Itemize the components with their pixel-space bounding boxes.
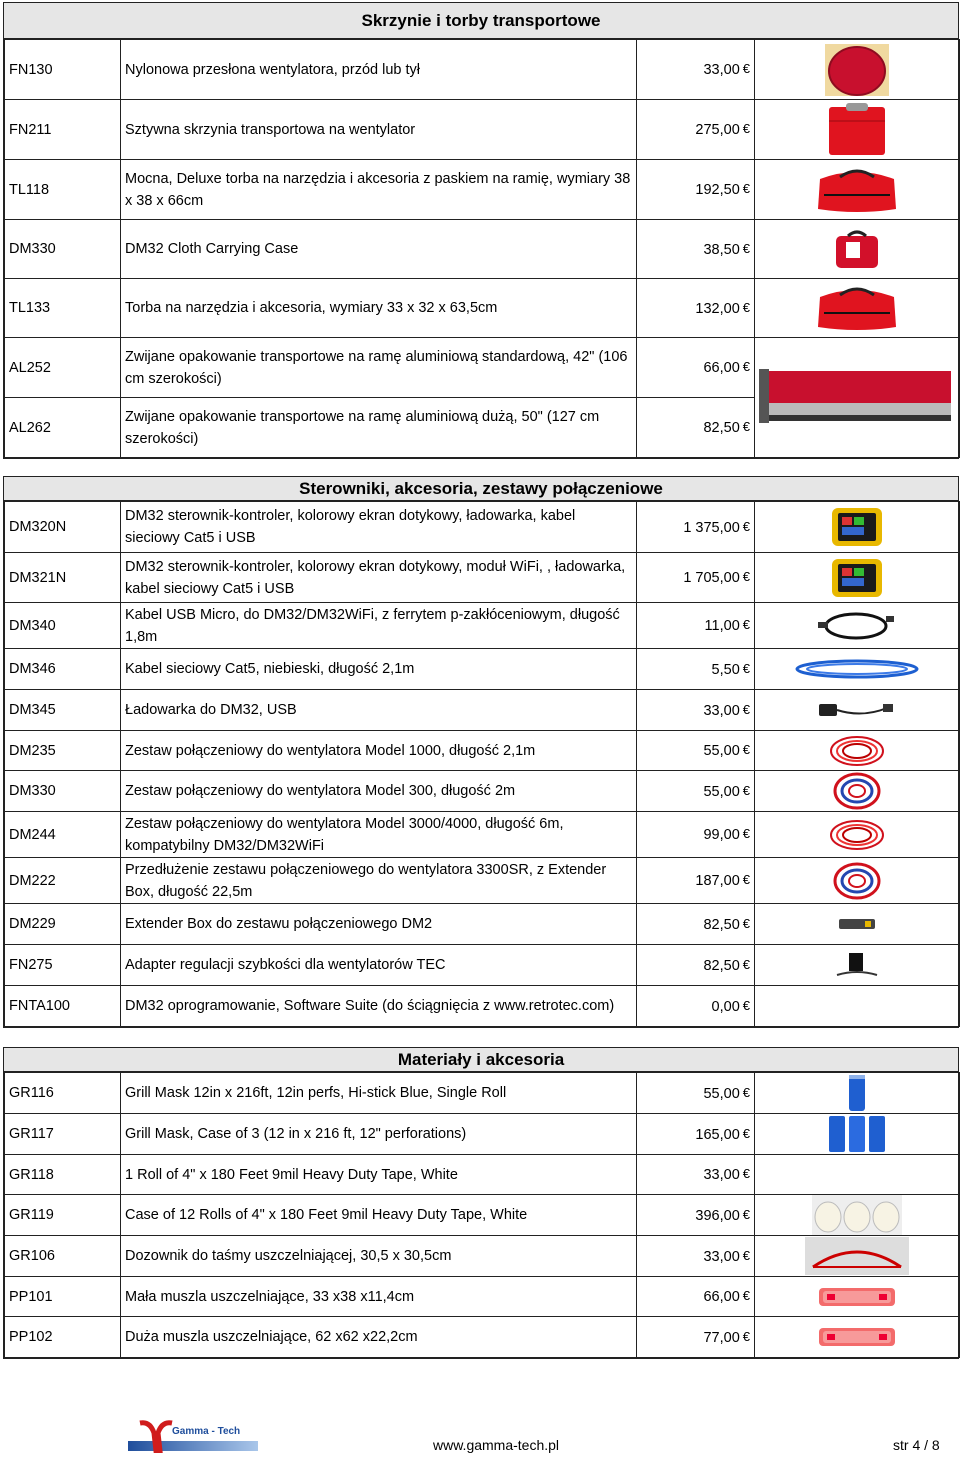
price-value: 1 375,00 — [683, 519, 740, 536]
product-image-cell — [755, 986, 960, 1027]
currency-symbol: € — [742, 660, 750, 676]
product-price — [637, 1195, 755, 1236]
product-image-blue-cable — [755, 649, 960, 690]
price-value: 55,00 — [703, 1085, 740, 1102]
product-code: GR117 — [5, 1114, 121, 1155]
table-row — [5, 1317, 960, 1358]
table-row — [5, 1236, 960, 1277]
price-value: 0,00 — [711, 998, 740, 1015]
price-value: 33,00 — [703, 1248, 740, 1265]
currency-symbol: € — [742, 617, 750, 632]
product-price — [637, 812, 755, 858]
product-image-red-small-case — [755, 220, 960, 279]
table-row — [5, 40, 960, 100]
table-row — [5, 1277, 960, 1317]
product-description: Adapter regulacji szybkości dla wentylatorów TEC — [121, 945, 637, 986]
product-code: AL262 — [5, 398, 121, 458]
product-code: DM321N — [5, 553, 121, 603]
table-row — [5, 858, 960, 904]
currency-symbol: € — [742, 419, 750, 434]
product-description: Przedłużenie zestawu połączeniowego do wentylatora 3300SR, z Extender Box, długość 22,5m — [121, 858, 637, 904]
product-price — [637, 649, 755, 690]
product-code: GR106 — [5, 1236, 121, 1277]
price-value: 82,50 — [703, 916, 740, 933]
product-price — [637, 338, 755, 398]
price-value: 33,00 — [703, 1167, 740, 1183]
product-description: Mocna, Deluxe torba na narzędzia i akcesoria z paskiem na ramię, wymiary 38 x 38 x 66cm — [121, 160, 637, 220]
table-row — [5, 771, 960, 812]
product-description: Ładowarka do DM32, USB — [121, 690, 637, 731]
price-value: 165,00 — [695, 1126, 740, 1143]
table-row — [5, 603, 960, 649]
currency-symbol: € — [742, 997, 750, 1013]
product-price — [637, 1317, 755, 1358]
product-description: DM32 sterownik-kontroler, kolorowy ekran dotykowy, ładowarka, kabel sieciowy Cat5 i USB — [121, 502, 637, 553]
product-table — [4, 39, 960, 458]
product-code: GR116 — [5, 1073, 121, 1114]
product-code: PP101 — [5, 1277, 121, 1317]
section-title: Sterowniki, akcesoria, zestawy połączeniowe — [4, 477, 958, 501]
product-image-red-duffel-bag — [755, 279, 960, 338]
table-row — [5, 690, 960, 731]
product-price — [637, 1277, 755, 1317]
table-row — [5, 1073, 960, 1114]
table-row — [5, 220, 960, 279]
price-value: 275,00 — [695, 122, 740, 138]
table-row — [5, 502, 960, 553]
table-row — [5, 812, 960, 858]
product-price — [637, 100, 755, 160]
price-value: 82,50 — [703, 420, 740, 436]
product-price — [637, 603, 755, 649]
price-value: 82,50 — [703, 957, 740, 974]
product-description: Nylonowa przesłona wentylatora, przód lub tył — [121, 40, 637, 100]
section-title: Materiały i akcesoria — [4, 1048, 958, 1072]
product-image-pink-shell — [755, 1317, 960, 1358]
product-price — [637, 986, 755, 1027]
product-price — [637, 502, 755, 553]
product-description: Sztywna skrzynia transportowa na wentylator — [121, 100, 637, 160]
product-price — [637, 690, 755, 731]
price-value: 5,50 — [711, 661, 740, 678]
product-price — [637, 1236, 755, 1277]
product-code: TL133 — [5, 279, 121, 338]
product-price — [637, 904, 755, 945]
currency-symbol: € — [742, 701, 750, 717]
product-image-red-hose-coil — [755, 731, 960, 771]
product-image-blue-roll — [755, 1073, 960, 1114]
table-row — [5, 1195, 960, 1236]
table-row — [5, 338, 960, 398]
product-description: DM32 oprogramowanie, Software Suite (do ściągnięcia z www.retrotec.com) — [121, 986, 637, 1027]
currency-symbol: € — [742, 782, 750, 798]
price-value: 99,00 — [703, 827, 740, 843]
price-value: 77,00 — [703, 1329, 740, 1346]
product-image-red-duffel-bag — [755, 160, 960, 220]
product-code: DM345 — [5, 690, 121, 731]
currency-symbol: € — [742, 518, 750, 534]
currency-symbol: € — [742, 1288, 750, 1303]
product-description: Kabel sieciowy Cat5, niebieski, długość 2,1m — [121, 649, 637, 690]
product-image-black-cable — [755, 603, 960, 649]
product-image-red-blue-hose — [755, 858, 960, 904]
currency-symbol: € — [742, 742, 750, 757]
table-row — [5, 904, 960, 945]
product-table — [4, 1072, 960, 1358]
product-description: Grill Mask 12in x 216ft, 12in perfs, Hi-stick Blue, Single Roll — [121, 1073, 637, 1114]
price-value: 132,00 — [695, 300, 740, 317]
product-code: FN275 — [5, 945, 121, 986]
product-code: DM235 — [5, 731, 121, 771]
currency-symbol: € — [742, 1125, 750, 1141]
product-code: DM244 — [5, 812, 121, 858]
product-code: FN211 — [5, 100, 121, 160]
product-code: DM340 — [5, 603, 121, 649]
product-image-extender-box — [755, 904, 960, 945]
section-controllers-accessories — [3, 476, 959, 1028]
footer-url[interactable]: www.gamma-tech.pl — [433, 1437, 560, 1453]
product-image-red-fan-cover — [755, 40, 960, 100]
product-code: PP102 — [5, 1317, 121, 1358]
product-image-cell — [755, 1155, 960, 1195]
product-price — [637, 1155, 755, 1195]
currency-symbol: € — [742, 181, 750, 196]
price-value: 396,00 — [695, 1207, 740, 1224]
product-table — [4, 501, 960, 1027]
product-code: GR119 — [5, 1195, 121, 1236]
currency-symbol: € — [742, 359, 750, 374]
product-image-pink-shell — [755, 1277, 960, 1317]
product-description: DM32 Cloth Carrying Case — [121, 220, 637, 279]
currency-symbol: € — [742, 826, 750, 841]
product-price — [637, 945, 755, 986]
product-code: GR118 — [5, 1155, 121, 1195]
table-row — [5, 649, 960, 690]
product-code: DM330 — [5, 220, 121, 279]
price-value: 192,50 — [695, 182, 740, 198]
price-value: 187,00 — [695, 873, 740, 889]
product-description: Grill Mask, Case of 3 (12 in x 216 ft, 12" perforations) — [121, 1114, 637, 1155]
product-price — [637, 279, 755, 338]
currency-symbol: € — [742, 1206, 750, 1222]
logo-text: Gamma - Tech — [172, 1426, 241, 1437]
currency-symbol: € — [742, 956, 750, 972]
product-price — [637, 398, 755, 458]
product-image-adapter — [755, 945, 960, 986]
product-description: Zwijane opakowanie transportowe na ramę aluminiową standardową, 42" (106 cm szerokości) — [121, 338, 637, 398]
product-code: DM346 — [5, 649, 121, 690]
product-image-red-frame-case — [755, 338, 960, 458]
table-row — [5, 553, 960, 603]
product-price — [637, 40, 755, 100]
currency-symbol: € — [742, 121, 750, 136]
price-value: 11,00 — [704, 618, 740, 634]
product-code: TL118 — [5, 160, 121, 220]
product-image-controller — [755, 553, 960, 603]
product-image-controller — [755, 502, 960, 553]
product-code: DM330 — [5, 771, 121, 812]
product-description: Torba na narzędzia i akcesoria, wymiary 33 x 32 x 63,5cm — [121, 279, 637, 338]
page-number: str 4 / 8 — [893, 1437, 940, 1453]
product-price — [637, 1073, 755, 1114]
product-code: FNTA100 — [5, 986, 121, 1027]
currency-symbol: € — [742, 1166, 750, 1181]
product-code: FN130 — [5, 40, 121, 100]
page-footer — [0, 1415, 960, 1455]
product-description: Dozownik do taśmy uszczelniającej, 30,5 x 30,5cm — [121, 1236, 637, 1277]
price-value: 33,00 — [703, 702, 740, 719]
price-value: 33,00 — [703, 62, 740, 78]
currency-symbol: € — [742, 915, 750, 931]
product-description: Mała muszla uszczelniające, 33 x38 x11,4cm — [121, 1277, 637, 1317]
product-price — [637, 858, 755, 904]
product-image-red-blue-hose — [755, 771, 960, 812]
product-price — [637, 1114, 755, 1155]
price-value: 55,00 — [703, 743, 740, 759]
currency-symbol: € — [742, 1247, 750, 1263]
product-image-red-hose-coil — [755, 812, 960, 858]
product-image-tape-dispenser — [755, 1236, 960, 1277]
price-value: 66,00 — [703, 1289, 740, 1305]
table-row — [5, 100, 960, 160]
table-row — [5, 945, 960, 986]
table-row — [5, 731, 960, 771]
price-value: 1 705,00 — [683, 570, 740, 586]
table-row — [5, 986, 960, 1027]
price-value: 55,00 — [703, 783, 740, 800]
currency-symbol: € — [742, 61, 750, 76]
price-value: 66,00 — [703, 360, 740, 376]
product-price — [637, 553, 755, 603]
section-transport-cases — [3, 2, 959, 459]
product-price — [637, 771, 755, 812]
product-image-white-rolls — [755, 1195, 960, 1236]
section-title: Skrzynie i torby transportowe — [4, 3, 958, 39]
product-description: Extender Box do zestawu połączeniowego DM2 — [121, 904, 637, 945]
currency-symbol: € — [742, 872, 750, 887]
product-code: DM222 — [5, 858, 121, 904]
table-row — [5, 160, 960, 220]
product-image-blue-rolls — [755, 1114, 960, 1155]
table-row — [5, 279, 960, 338]
product-description: Zestaw połączeniowy do wentylatora Model 3000/4000, długość 6m, kompatybilny DM32/DM32WiFi — [121, 812, 637, 858]
section-materials-accessories — [3, 1047, 959, 1359]
currency-symbol: € — [742, 1328, 750, 1344]
price-value: 38,50 — [703, 241, 740, 258]
product-description: 1 Roll of 4" x 180 Feet 9mil Heavy Duty Tape, White — [121, 1155, 637, 1195]
product-code: AL252 — [5, 338, 121, 398]
table-row — [5, 1114, 960, 1155]
product-description: Zestaw połączeniowy do wentylatora Model 300, długość 2m — [121, 771, 637, 812]
currency-symbol: € — [742, 240, 750, 256]
product-image-red-hard-case — [755, 100, 960, 160]
product-description: Zwijane opakowanie transportowe na ramę aluminiową dużą, 50" (127 cm szerokości) — [121, 398, 637, 458]
product-price — [637, 731, 755, 771]
product-code: DM320N — [5, 502, 121, 553]
product-code: DM229 — [5, 904, 121, 945]
product-description: Duża muszla uszczelniające, 62 x62 x22,2cm — [121, 1317, 637, 1358]
product-description: Case of 12 Rolls of 4" x 180 Feet 9mil Heavy Duty Tape, White — [121, 1195, 637, 1236]
table-row — [5, 1155, 960, 1195]
product-image-charger — [755, 690, 960, 731]
product-description: DM32 sterownik-kontroler, kolorowy ekran dotykowy, moduł WiFi, , ładowarka, kabel sieciowy Cat5 i USB — [121, 553, 637, 603]
product-price — [637, 160, 755, 220]
currency-symbol: € — [742, 569, 750, 584]
product-description: Kabel USB Micro, do DM32/DM32WiFi, z ferrytem p-zakłóceniowym, długość 1,8m — [121, 603, 637, 649]
product-price — [637, 220, 755, 279]
product-description: Zestaw połączeniowy do wentylatora Model 1000, długość 2,1m — [121, 731, 637, 771]
currency-symbol: € — [742, 299, 750, 315]
currency-symbol: € — [742, 1084, 750, 1100]
